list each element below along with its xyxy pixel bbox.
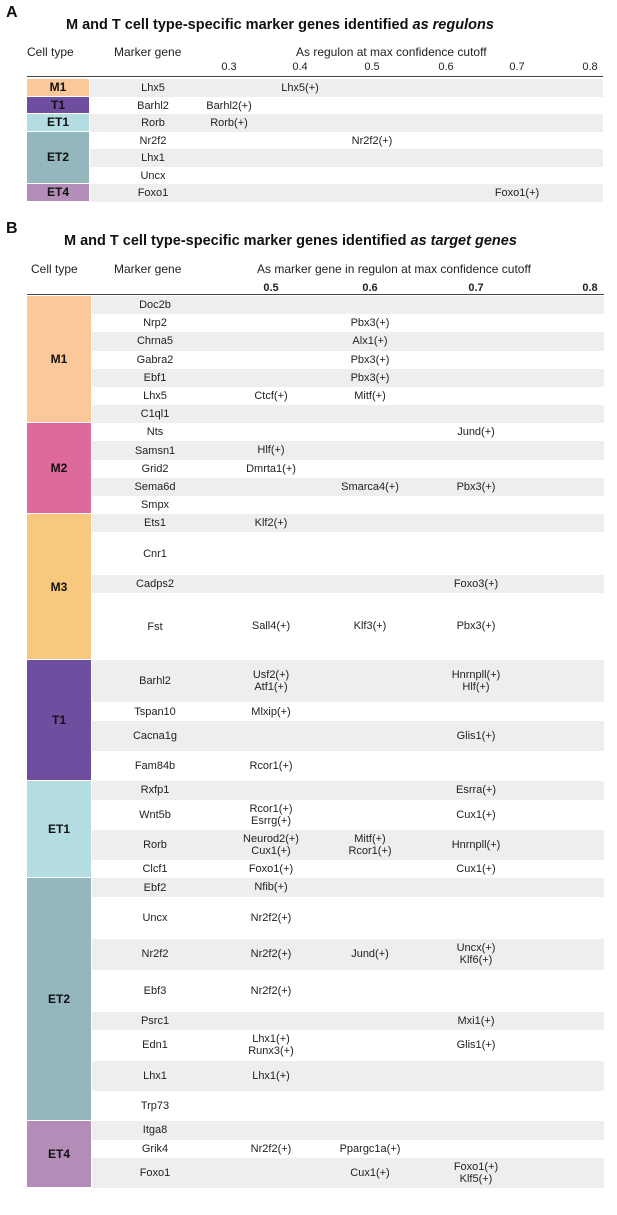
panel-b-marker-gene: Cacna1g — [132, 729, 178, 742]
panel-b-regulon-cell — [251, 985, 292, 997]
panel-b-regulon-cell — [249, 803, 292, 827]
panel-a-marker-gene: Barhl2 — [137, 99, 169, 112]
panel-b-regulon-label: Foxo1(+) — [248, 863, 294, 876]
panel-a-marker-gene: Rorb — [141, 117, 165, 129]
panel-a-celltype-block: T1 — [27, 97, 89, 114]
panel-b-marker-gene: Gabra2 — [136, 353, 174, 366]
panel-a-regulon-cell — [352, 135, 393, 147]
panel-b-regulon-label: Klf3(+) — [353, 620, 387, 633]
panel-b-regulon-label: Atf1(+) — [254, 681, 288, 694]
panel-b-regulon-label: Mitf(+) — [354, 389, 386, 402]
panel-b-row-stripe — [92, 1061, 604, 1091]
panel-a-row-stripe — [90, 79, 603, 97]
panel-b-regulon-cell — [254, 390, 287, 402]
panel-b-regulon-label: Alx1(+) — [352, 335, 388, 348]
panel-b-marker-gene: Grid2 — [141, 462, 169, 475]
panel-a-cutoff-label: 0.8 — [582, 61, 598, 73]
panel-a-col-regulon: As regulon at max confidence cutoff — [296, 45, 487, 59]
panel-a-regulon-cell — [206, 100, 252, 112]
panel-b-regulon-cell — [456, 809, 495, 821]
panel-b-regulon-label: Rcor1(+) — [348, 845, 392, 858]
panel-a-regulon-cell — [281, 82, 319, 94]
panel-b-letter: B — [6, 220, 18, 237]
panel-b-cutoff-label: 0.8 — [582, 282, 598, 294]
panel-a-cutoff-label: 0.4 — [292, 61, 308, 73]
panel-b-marker-gene: Fst — [147, 620, 163, 633]
panel-b-regulon-label: Uncx(+) — [456, 942, 496, 955]
panel-b-celltype-block: M2 — [27, 423, 91, 513]
panel-b-regulon-cell — [454, 578, 498, 590]
panel-b-regulon-label: Cux1(+) — [456, 808, 496, 821]
panel-b-regulon-cell — [456, 863, 495, 875]
panel-b-regulon-cell — [251, 912, 292, 924]
panel-a-regulon-label: Barhl2(+) — [206, 99, 252, 112]
panel-a-row-stripe — [90, 114, 603, 132]
panel-b-regulon-cell — [458, 1015, 495, 1027]
panel-a-header-rule — [27, 76, 603, 77]
panel-b-title-italic: as target genes — [410, 233, 517, 249]
panel-b-regulon-label: Cux1(+) — [456, 863, 496, 876]
panel-b-marker-gene: Barhl2 — [139, 675, 171, 688]
panel-b-regulon-label: Cux1(+) — [251, 845, 291, 858]
panel-b-marker-gene: Cadps2 — [136, 577, 174, 590]
panel-b-row-stripe — [92, 514, 604, 532]
panel-b-row-stripe — [92, 878, 604, 896]
panel-b-regulon-label: Jund(+) — [457, 426, 495, 439]
panel-b-regulon-label: Hnrnpll(+) — [451, 839, 501, 852]
panel-b-marker-gene: Cnr1 — [143, 547, 167, 560]
panel-b-regulon-cell — [251, 1143, 292, 1155]
panel-b-cutoff-label: 0.6 — [362, 282, 378, 294]
panel-b-marker-gene: Rxfp1 — [140, 784, 170, 797]
panel-b-regulon-label: Pbx3(+) — [456, 620, 496, 633]
panel-b-regulon-cell — [351, 317, 390, 329]
panel-b-regulon-cell — [243, 833, 299, 857]
panel-b-celltype-block: ET2 — [27, 878, 91, 1120]
panel-b-regulon-cell — [351, 948, 389, 960]
panel-b-marker-gene: Itga8 — [142, 1124, 168, 1137]
panel-b-title-prefix: M and T cell type-specific marker genes identified — [64, 233, 411, 249]
panel-b-regulon-label: Runx3(+) — [248, 1045, 294, 1058]
panel-b-regulon-label: Nr2f2(+) — [250, 1142, 292, 1155]
panel-b-regulon-label: Sall4(+) — [251, 620, 291, 633]
panel-b-regulon-cell — [456, 784, 496, 796]
panel-b-regulon-label: Nr2f2(+) — [250, 984, 292, 997]
panel-a-cutoff-label: 0.7 — [509, 61, 525, 73]
panel-a-title-italic: as regulons — [412, 17, 494, 33]
panel-a-regulon-label: Nr2f2(+) — [351, 134, 393, 147]
panel-a-regulon-label: Lhx5(+) — [281, 82, 319, 94]
panel-b-marker-gene: Grik4 — [141, 1142, 169, 1155]
panel-b-col-marker: Marker gene — [114, 262, 182, 276]
panel-b-regulon-label: Foxo3(+) — [453, 577, 499, 590]
panel-b-regulon-label: Klf2(+) — [254, 517, 288, 530]
panel-b-regulon-label: Pbx3(+) — [350, 317, 390, 330]
panel-b-regulon-cell — [253, 669, 289, 693]
panel-b-regulon-cell — [340, 1143, 401, 1155]
panel-b-regulon-cell — [354, 620, 387, 632]
panel-b-regulon-cell — [348, 833, 391, 857]
panel-b-regulon-label: Nr2f2(+) — [250, 948, 292, 961]
panel-b-regulon-label: Hnrnpll(+) — [451, 669, 501, 682]
panel-b-regulon-cell — [257, 444, 284, 456]
panel-b-regulon-label: Lhx1(+) — [252, 1033, 290, 1046]
panel-b-regulon-cell — [350, 1167, 389, 1179]
panel-b-regulon-cell — [252, 620, 290, 632]
panel-b-marker-gene: Nts — [146, 426, 164, 439]
panel-b-regulon-label: Cux1(+) — [350, 1166, 390, 1179]
panel-b-celltype-block: T1 — [27, 660, 91, 780]
panel-b-regulon-cell — [246, 463, 296, 475]
panel-b-celltype-block: ET1 — [27, 781, 91, 877]
panel-a-title-prefix: M and T cell type-specific marker genes identified — [66, 17, 413, 33]
panel-b-header-rule — [27, 294, 604, 295]
panel-b-regulon-label: Esrrg(+) — [250, 814, 292, 827]
panel-b-celltype-block: ET4 — [27, 1121, 91, 1187]
panel-b-marker-gene: Nr2f2 — [141, 948, 169, 961]
panel-b-regulon-cell — [457, 426, 495, 438]
panel-a-regulon-cell — [495, 187, 539, 199]
panel-a-celltype-block: ET1 — [27, 114, 89, 131]
panel-a-celltype-block: M1 — [27, 79, 89, 96]
panel-a-regulon-cell — [210, 117, 248, 129]
panel-b-regulon-label: Rcor1(+) — [249, 760, 293, 773]
panel-b-marker-gene: Fam84b — [134, 760, 176, 773]
panel-b-marker-gene: Smpx — [140, 499, 170, 512]
panel-b-marker-gene: Ets1 — [143, 517, 167, 530]
panel-a-marker-gene: Lhx5 — [141, 82, 165, 94]
panel-a-marker-gene: Foxo1 — [137, 187, 169, 199]
panel-b-regulon-cell — [341, 481, 399, 493]
panel-b-marker-gene: Ebf1 — [143, 371, 167, 384]
panel-b-col-regulon: As marker gene in regulon at max confidence cutoff — [257, 262, 531, 276]
panel-a-marker-gene: Uncx — [140, 169, 166, 182]
panel-b-row-stripe — [92, 369, 604, 387]
panel-b-regulon-label: Foxo1(+) — [453, 1160, 499, 1173]
panel-b-celltype-block: M3 — [27, 514, 91, 659]
panel-b-regulon-cell — [452, 839, 501, 851]
panel-b-regulon-label: Mitf(+) — [354, 832, 386, 845]
panel-a-letter: A — [6, 4, 18, 21]
panel-b-regulon-label: Klf5(+) — [459, 1172, 493, 1185]
panel-a-celltype-block: ET2 — [27, 132, 89, 184]
panel-b-regulon-cell — [249, 760, 292, 772]
panel-a-cutoff-label: 0.3 — [221, 61, 237, 73]
panel-b-regulon-label: Jund(+) — [351, 948, 389, 961]
panel-b-marker-gene: Samsn1 — [134, 444, 176, 457]
panel-b-regulon-label: Rcor1(+) — [249, 802, 293, 815]
panel-b-regulon-label: Glis1(+) — [456, 729, 496, 742]
panel-b-marker-gene: Clcf1 — [142, 863, 168, 876]
panel-b-regulon-label: Hlf(+) — [462, 681, 490, 694]
panel-a-celltype-block: ET4 — [27, 184, 89, 201]
panel-b-regulon-cell — [452, 669, 501, 693]
panel-b-celltype-block: M1 — [27, 296, 91, 422]
panel-b-marker-gene: Trp73 — [140, 1100, 170, 1113]
panel-b-regulon-cell — [351, 354, 390, 366]
panel-a-regulon-label: Foxo1(+) — [494, 187, 540, 199]
panel-a-marker-gene: Lhx1 — [141, 152, 165, 164]
panel-b-regulon-label: Glis1(+) — [456, 1039, 496, 1052]
panel-b-marker-gene: Psrc1 — [140, 1015, 170, 1028]
panel-b-regulon-label: Mlxip(+) — [251, 705, 291, 718]
panel-b-regulon-label: Nfib(+) — [254, 881, 288, 894]
panel-b-regulon-label: Esrra(+) — [455, 784, 497, 797]
panel-b-row-stripe — [92, 1121, 604, 1139]
panel-b-marker-gene: Tspan10 — [134, 705, 176, 718]
panel-b-regulon-cell — [251, 948, 292, 960]
panel-b-marker-gene: Chrna5 — [136, 335, 174, 348]
panel-b-regulon-cell — [251, 706, 290, 718]
panel-b-marker-gene: Wnt5b — [139, 808, 171, 821]
panel-b-marker-gene: Nrp2 — [143, 317, 167, 330]
panel-b-regulon-label: Nr2f2(+) — [250, 911, 292, 924]
panel-b-regulon-label: Mxi1(+) — [457, 1015, 495, 1028]
panel-b-cutoff-label: 0.5 — [263, 282, 279, 294]
panel-a-col-celltype: Cell type — [27, 45, 74, 59]
panel-b-regulon-cell — [457, 1039, 496, 1051]
panel-b-marker-gene: Ebf3 — [143, 984, 167, 997]
panel-b-regulon-cell — [351, 372, 390, 384]
panel-b-title — [64, 233, 517, 249]
panel-b-marker-gene: Lhx5 — [143, 389, 167, 402]
panel-b-marker-gene: Edn1 — [142, 1039, 168, 1052]
panel-b-marker-gene: Sema6d — [134, 480, 176, 493]
panel-b-marker-gene: Foxo1 — [139, 1166, 171, 1179]
panel-b-regulon-cell — [255, 517, 288, 529]
panel-a-title — [66, 17, 494, 33]
panel-a-regulon-label: Rorb(+) — [210, 117, 248, 129]
panel-b-regulon-label: Dmrta1(+) — [246, 462, 296, 475]
panel-b-regulon-cell — [354, 390, 385, 402]
panel-a-marker-gene: Nr2f2 — [139, 134, 167, 147]
panel-b-regulon-label: Pbx3(+) — [456, 480, 496, 493]
panel-b-marker-gene: Uncx — [142, 911, 168, 924]
panel-b-marker-gene: C1ql1 — [140, 408, 170, 421]
panel-b-regulon-label: Pbx3(+) — [350, 353, 390, 366]
panel-b-regulon-label: Pbx3(+) — [350, 371, 390, 384]
panel-b-regulon-cell — [249, 863, 293, 875]
panel-b-regulon-cell — [254, 881, 287, 893]
panel-b-regulon-cell — [457, 942, 496, 966]
panel-b-regulon-cell — [457, 481, 496, 493]
panel-b-regulon-cell — [457, 620, 496, 632]
panel-a-col-marker: Marker gene — [114, 45, 182, 59]
panel-b-cutoff-label: 0.7 — [468, 282, 484, 294]
panel-b-row-stripe — [92, 939, 604, 969]
panel-b-regulon-label: Ctcf(+) — [254, 389, 288, 402]
panel-a-cutoff-label: 0.5 — [364, 61, 380, 73]
panel-b-col-celltype: Cell type — [31, 262, 78, 276]
panel-b-marker-gene: Lhx1 — [143, 1069, 167, 1082]
panel-b-regulon-label: Lhx1(+) — [252, 1069, 290, 1082]
panel-b-marker-gene: Ebf2 — [143, 881, 167, 894]
panel-b-marker-gene: Rorb — [143, 839, 167, 852]
panel-b-regulon-label: Neurod2(+) — [243, 832, 299, 845]
panel-b-regulon-cell — [457, 730, 496, 742]
panel-a-cutoff-label: 0.6 — [438, 61, 454, 73]
panel-b-regulon-cell — [352, 335, 387, 347]
panel-b-regulon-cell — [248, 1033, 294, 1057]
panel-b-regulon-label: Klf6(+) — [459, 954, 493, 967]
panel-b-regulon-cell — [454, 1161, 498, 1185]
panel-a-row-stripe — [90, 149, 603, 167]
panel-b-regulon-label: Usf2(+) — [252, 669, 290, 682]
panel-b-marker-gene: Doc2b — [139, 299, 171, 312]
panel-b-regulon-label: Smarca4(+) — [341, 480, 399, 493]
panel-b-regulon-label: Hlf(+) — [257, 444, 285, 457]
panel-b-regulon-cell — [252, 1070, 290, 1082]
panel-b-regulon-label: Ppargc1a(+) — [339, 1142, 401, 1155]
